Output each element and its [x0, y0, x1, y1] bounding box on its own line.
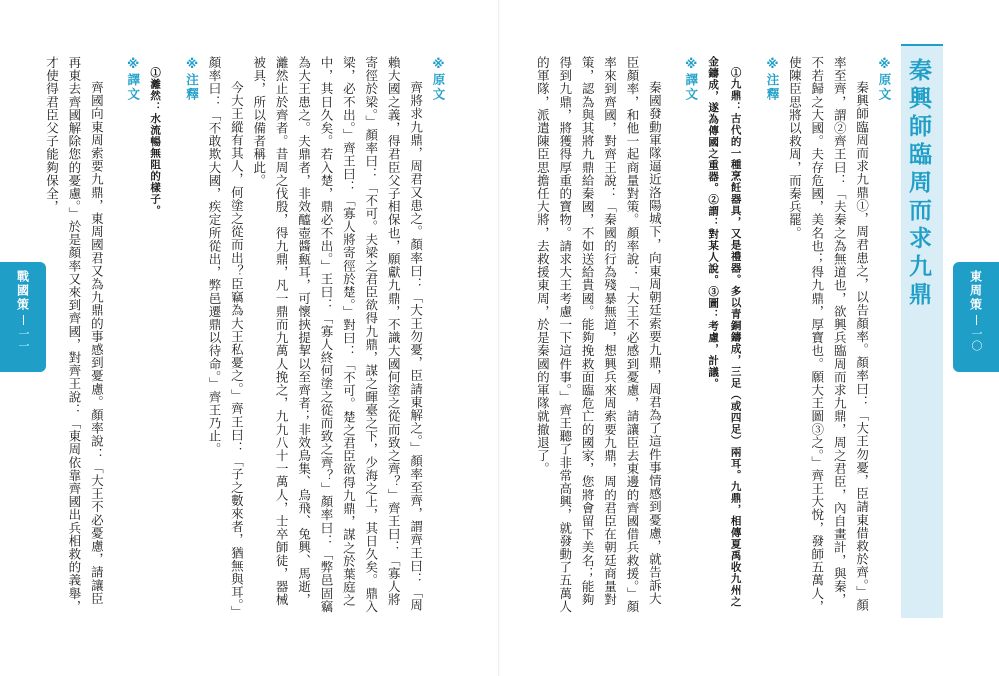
- page-number: 一〇: [970, 328, 983, 352]
- chapter-tab: [953, 262, 999, 372]
- section-heading-original: ※原文: [431, 56, 446, 102]
- translation-paragraph: 秦國發動軍隊逼近洛陽城下，向東周朝廷索要九鼎，周君為了這件事情感到憂慮，就告訴大臣顏率，和他一起商量對策。顏率說：「大王不必感到憂慮，請讓臣去東邊的齊國借兵救援。」顏率來到齊國，對齊王說：「秦國的行為殘暴無道，想興兵來周索要九鼎，周的君臣在朝廷商量對策，認為與其將九鼎給秦國，不如送給貴國。能夠挽救面臨危亡的國家，您將會留下美名；能夠得到九鼎，將獲得厚重的寶物。請求大王考慮一下這件事。」齊王聽了非常高興，就發動了五萬人的軍隊，派遣陳臣思擔任大將，去救援東周，於是秦國的軍隊就撤退了。: [535, 56, 663, 614]
- note-text: ①九鼎：古代的一種烹飪器具，又是禮器。多以青銅鑄成，三足（或四足）兩耳。九鼎，相傳夏禹收九州之金鑄成，遂為傳國之重器。②謂：對某人說。③圖：考慮，計議。: [707, 56, 742, 607]
- original-text-paragraph-2: 今大王縱有其人，何塗之從而出？臣竊為大王私憂之。」齊王曰：「子之數來者，猶無與耳。」顏率曰：「不敢欺大國，疾定所從出，弊邑遷鼎以待命。」齊王乃止。: [206, 56, 245, 613]
- note-text: ①灕然：水流暢無阻的樣子。: [149, 66, 162, 216]
- left-page: [0, 0, 499, 676]
- chapter-tab: [0, 262, 46, 372]
- tab-divider: [976, 315, 977, 325]
- section-heading-notes: ※注釋: [764, 56, 780, 102]
- section-heading-original: ※原文: [877, 56, 892, 102]
- original-text-paragraph: 秦興師臨周而求九鼎①，周君患之，以告顏率。顏率曰：「大王勿憂，臣請東借救於齊。」顏率至齊，謂②齊王曰：「夫秦之為無道也，欲興兵臨周而求九鼎，周之君臣，內自畫計，與秦，不若歸之大國。夫存危國，美名也；得九鼎，厚寶也。願大王圖③之。」齊王大悅，發師五萬人，使陳臣思將以救周，而秦兵罷。: [787, 56, 870, 614]
- right-page-text: [535, 56, 895, 616]
- chapter-tab-label: 東周策: [968, 270, 983, 312]
- translation-paragraph: 齊國向東周索要九鼎，東周國君又為九鼎的事感到憂慮。顏率說：「大王不必憂慮，請讓臣再東去齊國解除您的憂慮。」於是顏率又來到齊國，對齊王說：「東周依靠齊國出兵相救的義舉，才使得君臣父子能夠保全，: [44, 56, 105, 614]
- chapter-tab-label: 戰國策: [15, 270, 30, 312]
- page-title: 秦興師臨周而求九鼎: [905, 58, 931, 310]
- section-heading-translation: ※譯文: [683, 56, 699, 102]
- section-heading-notes: ※注釋: [184, 56, 200, 102]
- right-page: [500, 0, 999, 676]
- original-text-paragraph-1: 齊將求九鼎，周君又患之。顏率曰：「大王勿憂，臣請東解之。」顏率至齊，謂齊王曰：「周賴大國之義，得君臣父子相保也，願獻九鼎，不識大國何塗之從而致之齊？」齊王曰：「寡人將寄徑於梁。」顏率曰：「不可。夫梁之君臣欲得九鼎，謀之暉臺之下，少海之上，其日久矣。鼎入梁，必不出。」齊王曰：「寡人將寄徑於楚。」對曰：「不可。楚之君臣欲得九鼎，謀之於葉庭之中，其日久矣。若入楚，鼎必不出。」王曰：「寡人終何塗之從而致之齊？」顏率曰：「弊邑固竊為大王患之。夫鼎者，非效醯壺醬甀耳，可懷挾提挈以至齊者；非效鳥集、烏飛、兔興、馬逝，灕然止於齊者。昔周之伐殷，得九鼎，凡一鼎而九萬人挽之，九九八十一萬人，士卒師徒，器械被具，所以備者稱此。: [251, 56, 424, 614]
- tab-divider: [23, 315, 24, 325]
- left-page-text: [44, 56, 449, 616]
- page-number: 一一: [17, 328, 30, 352]
- section-heading-translation: ※譯文: [125, 56, 141, 102]
- title-banner: [901, 44, 943, 618]
